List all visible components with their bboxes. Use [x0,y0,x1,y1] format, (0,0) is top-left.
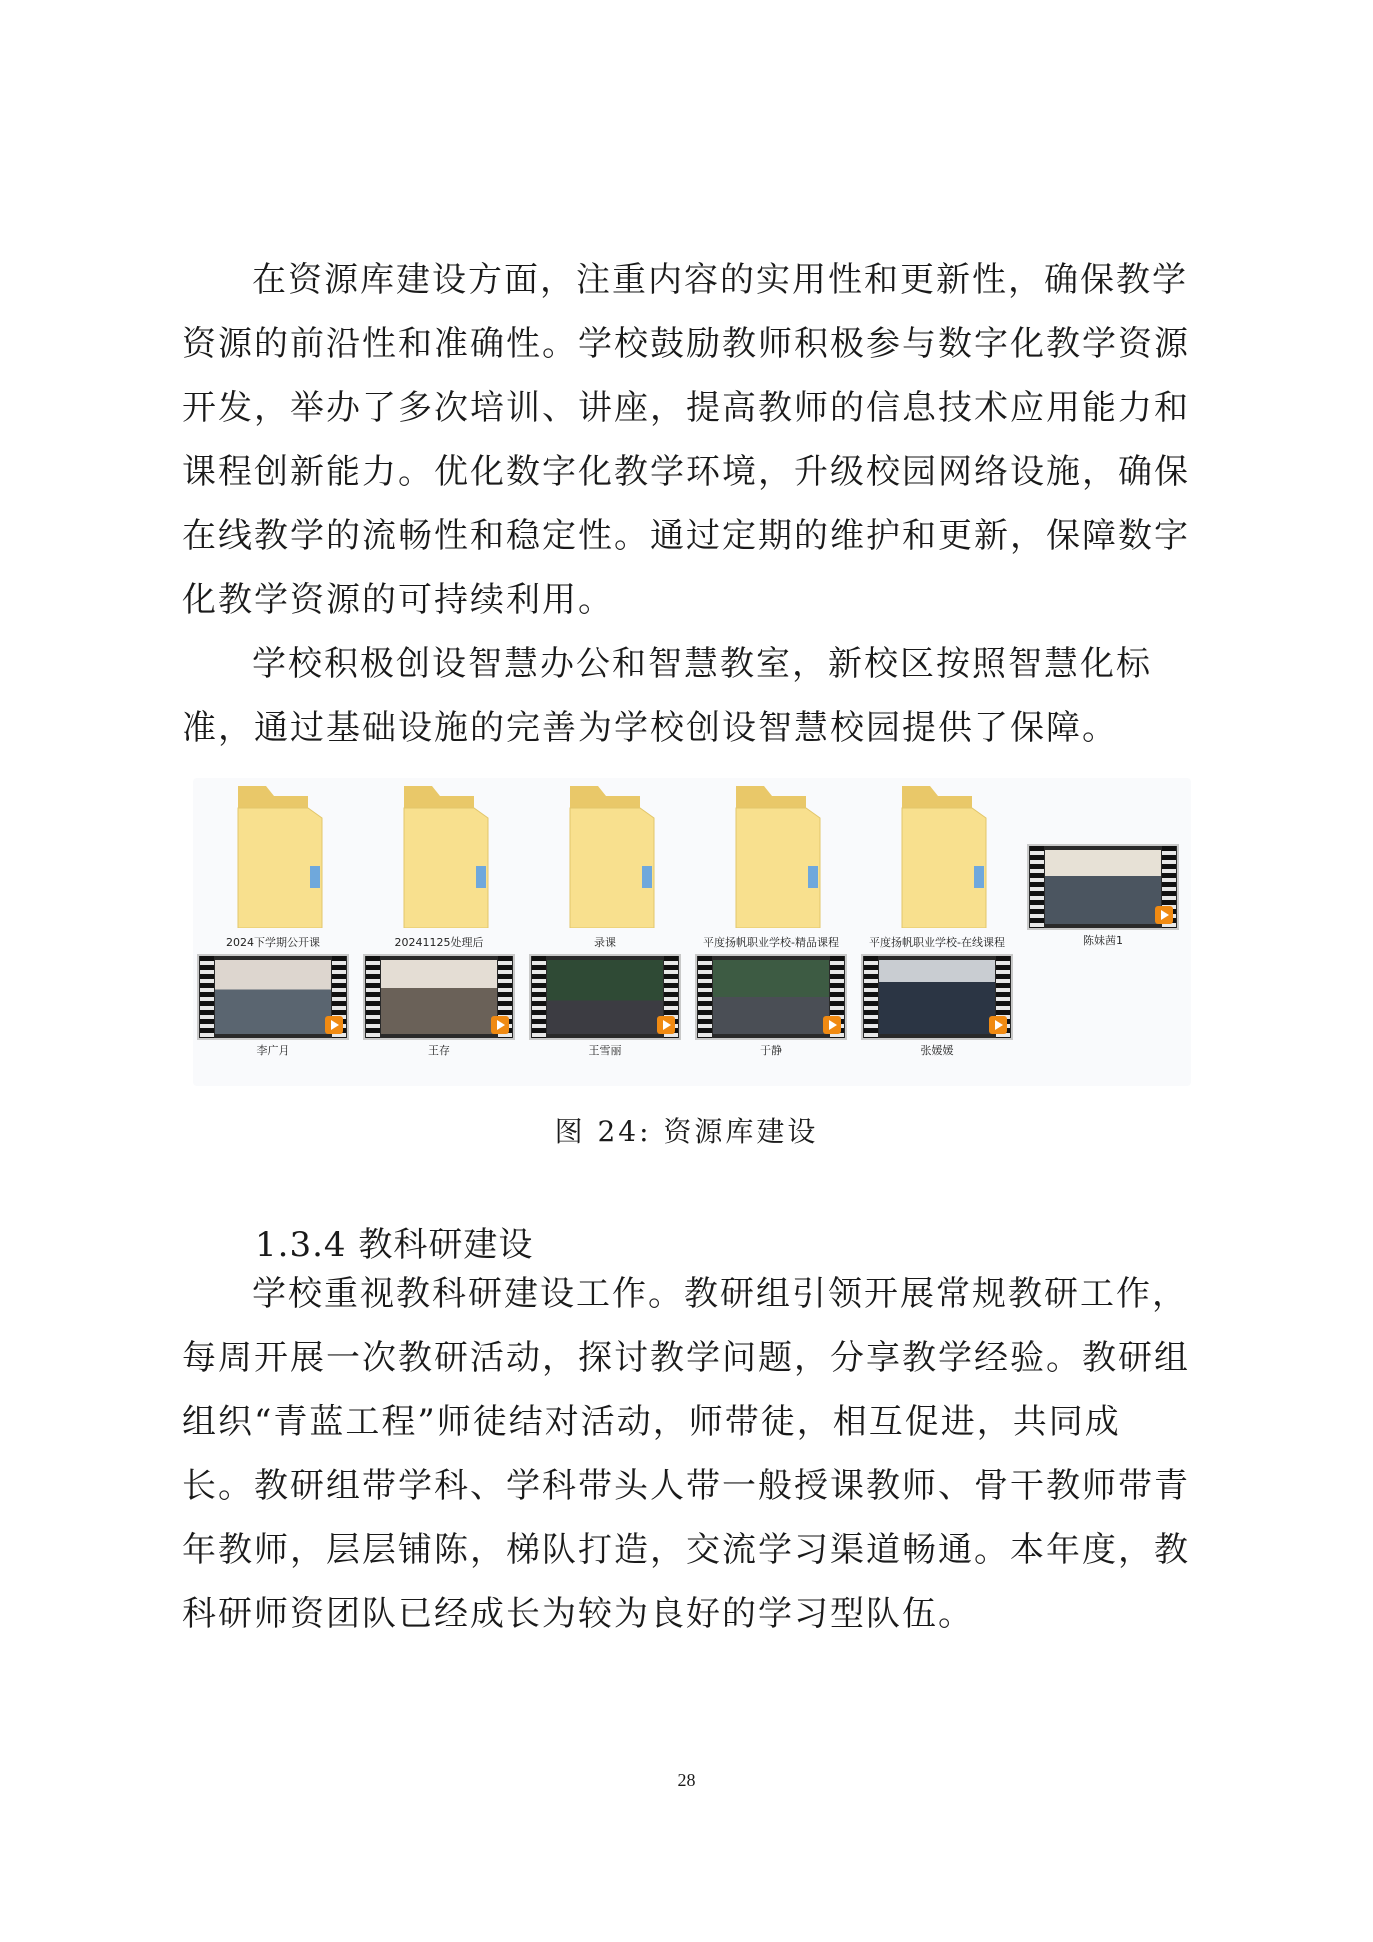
video-item[interactable] [529,954,681,1058]
video-thumbnail [861,954,1013,1040]
video-label: 于静 [760,1044,782,1057]
folder-item[interactable] [363,778,515,950]
video-item[interactable] [197,954,349,1058]
section-heading: 1.3.4 教科研建设 [255,1225,534,1265]
video-label: 王雪丽 [588,1044,622,1057]
folder-item[interactable] [695,778,847,950]
video-thumbnail [197,954,349,1040]
play-icon [1155,906,1173,924]
folder-label: 平度扬帆职业学校-精品课程 [703,936,839,949]
play-icon [325,1016,343,1034]
video-thumbnail [529,954,681,1040]
folder-item[interactable] [197,778,349,950]
video-thumbnail [363,954,515,1040]
folder-item[interactable] [861,778,1013,950]
video-label: 陈妹茜1 [1083,934,1123,947]
page-number: 28 [677,1770,696,1790]
folder-icon [218,778,328,928]
figure-caption: 图 24: 资源库建设 [554,1115,819,1148]
video-thumbnail [1027,844,1179,930]
video-item[interactable] [861,954,1013,1058]
video-thumbnail [695,954,847,1040]
paragraph-smart-campus: 学校积极创设智慧办公和智慧教室，新校区按照智慧化标准，通过基础设施的完善为学校创设智慧校园提供了保障。 [182,644,1152,748]
folder-icon [716,778,826,928]
paragraph-teaching-research: 学校重视教科研建设工作。教研组引领开展常规教研工作，每周开展一次教研活动，探讨教学问题，分享教学经验。教研组组织“青蓝工程”师徒结对活动，师带徒，相互促进，共同成长。教研组带学科、学科带头人带一般授课教师、骨干教师带青年教师，层层铺陈，梯队打造，交流学习渠道畅通。本年度，教科研师资团队已经成长为较为良好的学习型队伍。 [182,1274,1190,1634]
folder-label: 平度扬帆职业学校-在线课程 [869,936,1005,949]
video-label: 王存 [428,1044,450,1057]
folder-icon [882,778,992,928]
folder-icon [384,778,494,928]
video-item[interactable] [1027,844,1179,948]
video-item[interactable] [695,954,847,1058]
play-icon [657,1016,675,1034]
folder-icon [550,778,660,928]
video-label: 李广月 [256,1044,290,1057]
play-icon [491,1016,509,1034]
folder-item[interactable] [529,778,681,950]
play-icon [989,1016,1007,1034]
paragraph-resource-library: 在资源库建设方面，注重内容的实用性和更新性，确保教学资源的前沿性和准确性。学校鼓励教师积极参与数字化教学资源开发，举办了多次培训、讲座，提高教师的信息技术应用能力和课程创新能力。优化数字化教学环境，升级校园网络设施，确保在线教学的流畅性和稳定性。通过定期的维护和更新，保障数字化教学资源的可持续利用。 [182,260,1190,620]
video-label: 张媛媛 [920,1044,954,1057]
video-item[interactable] [363,954,515,1058]
folder-label: 20241125处理后 [394,936,484,949]
play-icon [823,1016,841,1034]
folder-label: 录课 [594,936,616,949]
folder-label: 2024下学期公开课 [226,936,320,949]
resource-library-figure [193,778,1191,1086]
